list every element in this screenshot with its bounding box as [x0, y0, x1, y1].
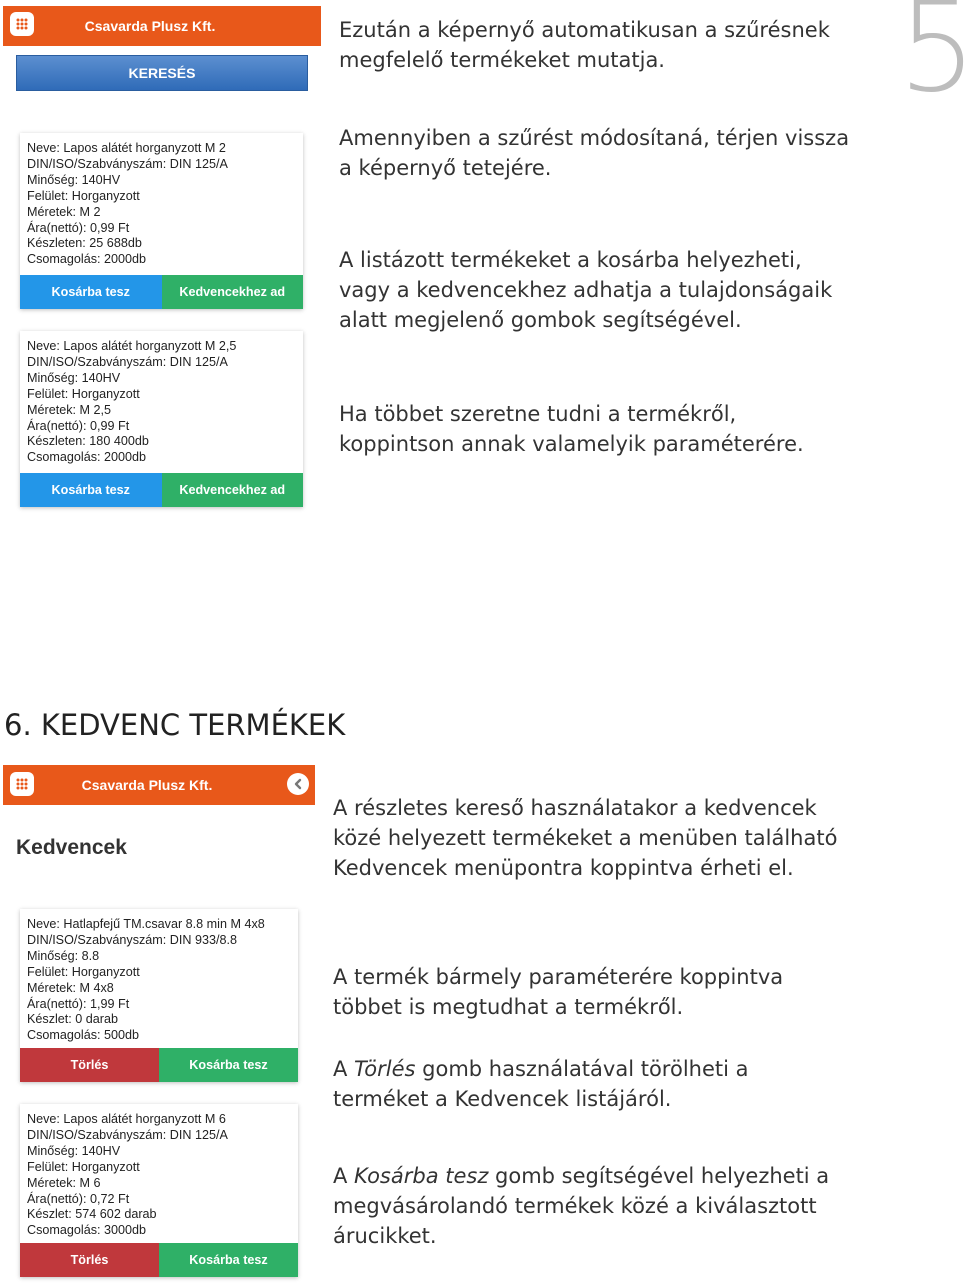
- text-fragment: gomb használatával törölheti a: [415, 1057, 749, 1081]
- emphasis-cart: Kosárba tesz: [354, 1164, 489, 1188]
- paragraph-delete: [333, 1054, 933, 1114]
- text-line: A termék bármely paraméterére koppintva: [333, 965, 784, 989]
- app-header: [3, 6, 321, 46]
- add-to-favorites-button[interactable]: Kedvencekhez ad: [162, 473, 304, 507]
- paragraph-more-info: [339, 399, 939, 459]
- text-line: a képernyő tetejére.: [339, 156, 552, 180]
- text-fragment: A: [333, 1057, 355, 1081]
- text-line: koppintson annak valamelyik paraméterére.: [339, 432, 804, 456]
- text-line: terméket a Kedvencek listájáról.: [333, 1087, 672, 1111]
- text-line: Ezután a képernyő automatikusan a szűrésnek: [339, 18, 830, 42]
- product-price[interactable]: Ára(nettó): 0,99 Ft: [27, 220, 130, 235]
- product-quality[interactable]: Minőség: 8.8: [27, 948, 100, 963]
- product-stock[interactable]: Készleten: 180 400db: [27, 434, 149, 449]
- product-packaging[interactable]: Csomagolás: 500db: [27, 1028, 140, 1043]
- product-surface[interactable]: Felület: Horganyzott: [27, 386, 140, 401]
- product-size[interactable]: Méretek: M 6: [27, 1175, 101, 1190]
- text-line: árucikket.: [333, 1224, 437, 1248]
- search-button[interactable]: KERESÉS: [16, 55, 308, 91]
- product-name[interactable]: Neve: Lapos alátét horganyzott M 6: [27, 1112, 226, 1126]
- product-quality[interactable]: Minőség: 140HV: [27, 1143, 121, 1158]
- text-line: közé helyezett termékeket a menüben található: [333, 826, 838, 850]
- menu-icon[interactable]: [10, 772, 34, 796]
- favorite-card[interactable]: [20, 909, 298, 1082]
- product-size[interactable]: Méretek: M 4x8: [27, 980, 114, 995]
- product-quality[interactable]: Minőség: 140HV: [27, 172, 121, 187]
- product-stock[interactable]: Készleten: 25 688db: [27, 236, 142, 251]
- section-title: 6. KEDVENC TERMÉKEK: [4, 708, 346, 742]
- text-line: A listázott termékeket a kosárba helyezheti,: [339, 248, 802, 272]
- product-surface[interactable]: Felület: Horganyzott: [27, 1159, 140, 1174]
- add-to-favorites-button[interactable]: Kedvencekhez ad: [162, 275, 304, 309]
- product-packaging[interactable]: Csomagolás: 3000db: [27, 1223, 147, 1238]
- text-line: Ha többet szeretne tudni a termékről,: [339, 402, 737, 426]
- text-line: alatt megjelenő gombok segítségével.: [339, 308, 742, 332]
- app-header: [3, 765, 315, 805]
- product-packaging[interactable]: Csomagolás: 2000db: [27, 450, 147, 465]
- text-line: Kedvencek menüpontra koppintva érheti el.: [333, 856, 794, 880]
- text-fragment: gomb segítségével helyezheti a: [488, 1164, 830, 1188]
- app-title: Csavarda Plusz Kft.: [84, 18, 216, 34]
- menu-icon[interactable]: [10, 12, 34, 36]
- paragraph-list: [339, 245, 939, 335]
- delete-button[interactable]: Törlés: [20, 1243, 159, 1277]
- product-surface[interactable]: Felület: Horganyzott: [27, 188, 140, 203]
- back-icon[interactable]: [287, 773, 309, 795]
- paragraph-intro: [339, 15, 899, 75]
- product-price[interactable]: Ára(nettó): 1,99 Ft: [27, 996, 130, 1011]
- product-card[interactable]: [20, 133, 303, 309]
- favorite-card[interactable]: [20, 1104, 298, 1277]
- text-line: Amennyiben a szűrést módosítaná, térjen vissza: [339, 126, 850, 150]
- product-name[interactable]: Neve: Lapos alátét horganyzott M 2,5: [27, 339, 237, 353]
- paragraph-favorites-intro: [333, 793, 933, 883]
- product-stock[interactable]: Készlet: 0 darab: [27, 1012, 119, 1027]
- text-line: vagy a kedvencekhez adhatja a tulajdonságaik: [339, 278, 833, 302]
- product-name[interactable]: Neve: Hatlapfejű TM.csavar 8.8 min M 4x8: [27, 917, 265, 931]
- text-fragment: A: [333, 1164, 355, 1188]
- text-line: megvásárolandó termékek közé a kiválasztott: [333, 1194, 817, 1218]
- product-surface[interactable]: Felület: Horganyzott: [27, 964, 140, 979]
- add-to-cart-button[interactable]: Kosárba tesz: [159, 1048, 298, 1082]
- product-name[interactable]: Neve: Lapos alátét horganyzott M 2: [27, 141, 226, 155]
- product-standard[interactable]: DIN/ISO/Szabványszám: DIN 125/A: [27, 1127, 228, 1142]
- page-number: 5: [898, 0, 977, 120]
- text-line: többet is megtudhat a termékről.: [333, 995, 684, 1019]
- product-quality[interactable]: Minőség: 140HV: [27, 370, 121, 385]
- paragraph-filter: [339, 123, 939, 183]
- text-line: A részletes kereső használatakor a kedvencek: [333, 796, 817, 820]
- product-size[interactable]: Méretek: M 2,5: [27, 402, 111, 417]
- page-title: Kedvencek: [16, 836, 127, 859]
- product-price[interactable]: Ára(nettó): 0,72 Ft: [27, 1191, 130, 1206]
- product-stock[interactable]: Készlet: 574 602 darab: [27, 1207, 157, 1222]
- text-line: megfelelő termékeket mutatja.: [339, 48, 665, 72]
- emphasis-delete: Törlés: [354, 1057, 416, 1081]
- add-to-cart-button[interactable]: Kosárba tesz: [159, 1243, 298, 1277]
- product-price[interactable]: Ára(nettó): 0,99 Ft: [27, 418, 130, 433]
- product-standard[interactable]: DIN/ISO/Szabványszám: DIN 933/8.8: [27, 932, 237, 947]
- product-size[interactable]: Méretek: M 2: [27, 204, 101, 219]
- delete-button[interactable]: Törlés: [20, 1048, 159, 1082]
- add-to-cart-button[interactable]: Kosárba tesz: [20, 275, 162, 309]
- product-standard[interactable]: DIN/ISO/Szabványszám: DIN 125/A: [27, 354, 228, 369]
- product-standard[interactable]: DIN/ISO/Szabványszám: DIN 125/A: [27, 156, 228, 171]
- paragraph-cart: [333, 1161, 953, 1251]
- product-packaging[interactable]: Csomagolás: 2000db: [27, 252, 147, 267]
- app-title: Csavarda Plusz Kft.: [81, 777, 213, 793]
- paragraph-parameters: [333, 962, 933, 1022]
- product-card[interactable]: [20, 331, 303, 507]
- add-to-cart-button[interactable]: Kosárba tesz: [20, 473, 162, 507]
